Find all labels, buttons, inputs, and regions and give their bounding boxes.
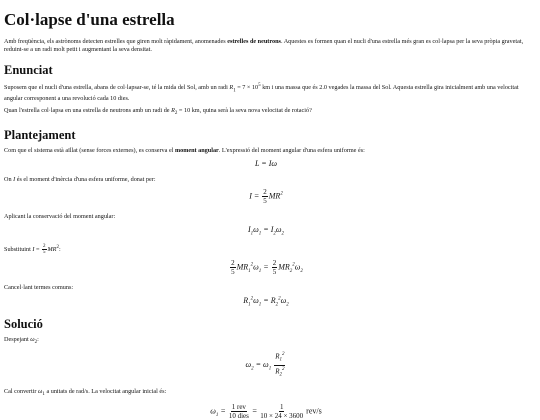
plantejament-paragraph-5: Cancel·lant termes comuns: <box>4 284 74 292</box>
sol-text: Despejant <box>4 335 31 343</box>
section-plantejament: Plantejament <box>4 127 76 142</box>
intro-text: Amb freqüència, els astrònoms detecten estrelles que giren molt ràpidament, anomenades <box>4 38 228 45</box>
enunciat-text: Suposem que el nucli d'una estrella, abans de col·lapsar-se, té la mida del Sol, amb un radi <box>4 84 230 92</box>
r1-math: R <box>229 84 234 92</box>
enunciat-paragraph-2: Quan l'estrella col·lapsa en una estrella de neutrons amb un radi de $R_2 = 10$ km, quina serà la seva nova velocitat de rotació? <box>4 107 312 117</box>
solucio-paragraph-2: Cal convertir $\omega_1$ a unitats de rad/s. La velocitat angular inicial és: <box>4 387 167 397</box>
frac-seconds: 10 × 24 × 3600 <box>260 411 304 420</box>
intro-paragraph <box>4 38 528 54</box>
equation-omega1: $\omega_1$ = $\frac{\text{1 rev}}{\text{10 dies}}$ = $\frac{1}{10 \times 24 \times 3600}$ rev/s <box>210 402 322 420</box>
plantejament-paragraph-1 <box>4 147 528 155</box>
subst-text: Substituint <box>4 246 33 254</box>
enunciat-q-text: Quan l'estrella col·lapsa en una estrella de neutrons amb un radi de <box>4 107 172 115</box>
frac-one: 1 <box>279 402 284 411</box>
equation-conservation: $I_1\omega_1 = I_2\omega_2$ <box>247 224 285 237</box>
r2-value: 10 km <box>183 107 200 115</box>
sol2-text: Cal convertir <box>4 387 39 395</box>
equation-moment-inertia: I = $\frac{2}{5}$ $MR^2$ <box>249 187 283 205</box>
unit-rev-s: rev/s <box>306 406 322 416</box>
plantejament-paragraph-2 <box>4 176 528 184</box>
r1-exp: 5 <box>258 83 261 88</box>
page-title: Col·lapse d'una estrella <box>4 10 175 29</box>
plantejament-paragraph-3: Aplicant la conservació del moment angular: <box>4 212 116 220</box>
i-symbol: I <box>13 175 16 183</box>
r1-value: 7 × 10 <box>242 84 259 92</box>
intro-bold: estrelles de neutrons <box>227 38 281 45</box>
section-solucio: Solució <box>4 316 43 331</box>
plant2-text-end: és el moment d'inèrcia d'una esfera uniforme, donat per: <box>15 175 156 183</box>
solucio-paragraph-1: Despejant $\omega_2$: <box>4 335 39 346</box>
equation-substituted: $\frac{2}{5}$ $MR_1^2\omega_1$ = $\frac{2}{5}$ $MR_2^2\omega_2$ <box>231 259 303 277</box>
enunciat-paragraph-1: Suposem que el nucli d'una estrella, abans de col·lapsar-se, té la mida del Sol, amb un radi $R_1 = 7 \times 10^5$ km i una massa que és 2.0 vegades la massa del Sol. Aquesta estrella gira inicialment amb una velocitat angular corresponent a una revolució cada 10 dies. <box>4 83 519 103</box>
enunciat-q-end: , quina serà la seva nova velocitat de rotació? <box>199 107 312 115</box>
enunciat-text-end: km i una massa que és 2.0 vegades la massa del Sol. Aquesta estrella gira inicialment amb una velocitat angular corresponent a una revolució cada 10 dies. <box>4 84 519 103</box>
section-enunciat: Enunciat <box>4 63 53 77</box>
equation-cancelled: $R_1^2\omega_1 = R_2^2\omega_2$ <box>243 296 289 308</box>
frac-rev: 1 rev <box>231 402 246 411</box>
plantejament-paragraph-4: Substituint I = $\frac{2}{5}$ $MR^2$: <box>4 244 61 256</box>
plant-bold: moment angular <box>174 146 219 154</box>
r2-math: R <box>171 107 175 115</box>
intro-text-end: . Aquestes es formen quan el nucli d'una estrella més gran es col·lapsa per la seva pròpia gravetat, reduint-se a un radi molt petit i augmentant la seva densitat. <box>4 38 524 53</box>
plant2-text: On <box>4 175 14 183</box>
equation-omega2: $\omega_2 = \omega_1$ $\frac{R_1^2}{R_2^2}$ <box>245 352 285 378</box>
equation-angular-momentum: L = Iω <box>254 158 277 168</box>
plant-text-end: . L'expressió del moment angular d'una esfera uniforme és: <box>218 146 365 154</box>
frac-dies: 10 dies <box>228 411 249 420</box>
sol2-text-end: a unitats de rad/s. La velocitat angular inicial és: <box>44 387 167 395</box>
plant-text: Com que el sistema està aïllat (sense forces externes), es conserva el <box>4 146 175 154</box>
